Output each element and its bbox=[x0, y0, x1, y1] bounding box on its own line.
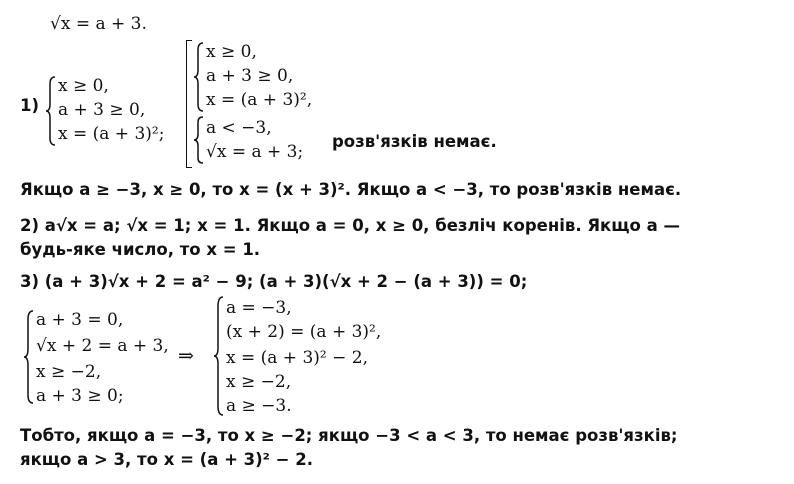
set-a-brace bbox=[194, 42, 202, 112]
conclusion-1: Якщо a ≥ −3, x ≥ 0, то x = (x + 3)². Якщо a < −3, то розв'язків немає. bbox=[20, 180, 682, 199]
final-line-2: якщо a > 3, то x = (a + 3)² − 2. bbox=[20, 450, 313, 469]
right-system-brace bbox=[214, 296, 222, 416]
set-b-line-2: √x = a + 3; bbox=[206, 142, 304, 162]
set-b-line-1: a < −3, bbox=[206, 118, 272, 138]
left-system-brace bbox=[24, 310, 32, 404]
system1-brace bbox=[46, 76, 54, 146]
set-a-line-3: x = (a + 3)², bbox=[206, 90, 313, 110]
part2-line-1: 2) a√x = a; √x = 1; x = 1. Якщо a = 0, x ≥ 0, безліч коренів. Якщо a — bbox=[20, 216, 680, 235]
right-system-line-1: a = −3, bbox=[226, 298, 292, 318]
right-system-line-2: (x + 2) = (a + 3)², bbox=[226, 322, 382, 342]
right-system-line-5: a ≥ −3. bbox=[226, 396, 292, 416]
part1-label: 1) bbox=[20, 96, 40, 115]
implies-arrow: ⇒ bbox=[178, 345, 194, 367]
header-equation: √x = a + 3. bbox=[50, 14, 147, 34]
left-system-line-4: a + 3 ≥ 0; bbox=[36, 386, 124, 406]
right-system-line-4: x ≥ −2, bbox=[226, 372, 292, 392]
right-system-line-3: x = (a + 3)² − 2, bbox=[226, 348, 368, 368]
system1-line-1: x ≥ 0, bbox=[58, 76, 109, 96]
left-system-line-2: √x + 2 = a + 3, bbox=[36, 336, 169, 356]
set-a-line-1: x ≥ 0, bbox=[206, 42, 257, 62]
no-solutions-note: розв'язків немає. bbox=[332, 132, 497, 151]
set-a-line-2: a + 3 ≥ 0, bbox=[206, 66, 294, 86]
set-bracket bbox=[186, 40, 187, 168]
system1-line-3: x = (a + 3)²; bbox=[58, 124, 165, 144]
final-line-1: Тобто, якщо a = −3, то x ≥ −2; якщо −3 < a < 3, то немає розв'язків; bbox=[20, 426, 678, 445]
part2-line-2: будь-яке число, то x = 1. bbox=[20, 240, 261, 259]
system1-line-2: a + 3 ≥ 0, bbox=[58, 100, 146, 120]
left-system-line-1: a + 3 = 0, bbox=[36, 310, 124, 330]
part3-line-1: 3) (a + 3)√x + 2 = a² − 9; (a + 3)(√x + 2 − (a + 3)) = 0; bbox=[20, 272, 528, 291]
left-system-line-3: x ≥ −2, bbox=[36, 362, 102, 382]
set-b-brace bbox=[194, 116, 202, 164]
